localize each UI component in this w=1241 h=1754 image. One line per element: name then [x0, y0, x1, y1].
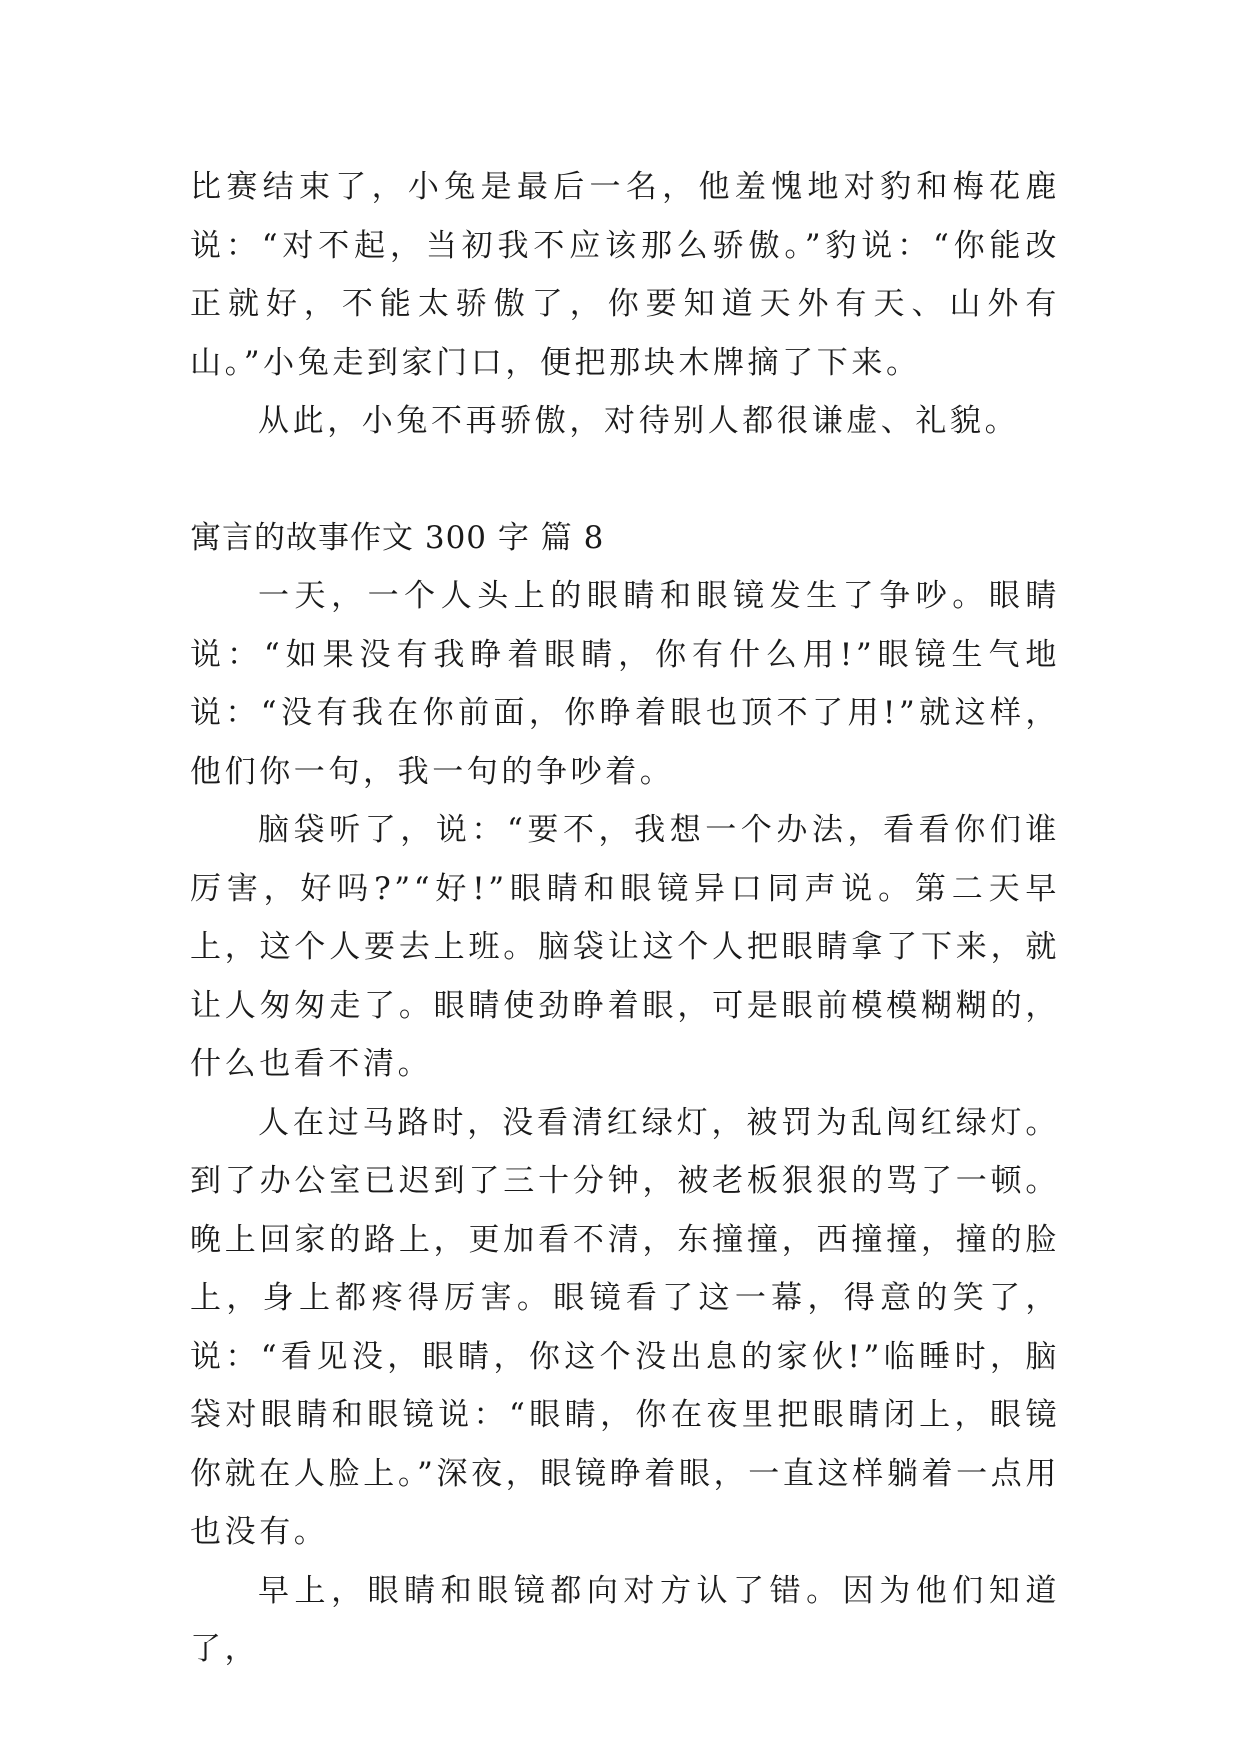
section-title: 寓言的故事作文 300 字 篇 8 [190, 519, 605, 556]
paragraph-bad-day: 人在过马路时，没看清红绿灯，被罚为乱闯红绿灯。到了办公室已迟到了三十分钟，被老板狠狠的骂了一顿。晚上回家的路上，更加看不清，东撞撞，西撞撞，撞的脸上，身上都疼得厉害。眼镜看了这一幕，得意的笑了，说：“看见没，眼睛，你这个没出息的家伙!”临睡时，脑袋对眼睛和眼镜说：“眼睛，你在夜里把眼睛闭上，眼镜你就在人脸上。”深夜，眼镜睁着眼，一直这样躺着一点用也没有。 [190, 1104, 1060, 1550]
paragraph-brain-plan: 脑袋听了，说：“要不，我想一个办法，看看你们谁厉害，好吗?”“好!”眼睛和眼镜异口同声说。第二天早上，这个人要去上班。脑袋让这个人把眼睛拿了下来，就让人匆匆走了。眼睛使劲睁着眼，可是眼前模模糊糊的，什么也看不清。 [190, 812, 1060, 1082]
paragraph-race-ending: 比赛结束了，小兔是最后一名，他羞愧地对豹和梅花鹿说：“对不起，当初我不应该那么骄傲。”豹说：“你能改正就好，不能太骄傲了，你要知道天外有天、山外有山。”小兔走到家门口，便把那块木牌摘了下来。 [190, 169, 1060, 381]
paragraph-moral-rabbit: 从此，小兔不再骄傲，对待别人都很谦虚、礼貌。 [258, 403, 1020, 439]
paragraph-quarrel: 一天，一个人头上的眼睛和眼镜发生了争吵。眼睛说：“如果没有我睁着眼睛，你有什么用!”眼镜生气地说：“没有我在你前面，你睁着眼也顶不了用!”就这样，他们你一句，我一句的争吵着。 [190, 578, 1060, 790]
section-gap [190, 451, 1060, 509]
document-body [190, 158, 1060, 1679]
paragraph-apology: 早上，眼睛和眼镜都向对方认了错。因为他们知道了， [190, 1572, 1060, 1667]
